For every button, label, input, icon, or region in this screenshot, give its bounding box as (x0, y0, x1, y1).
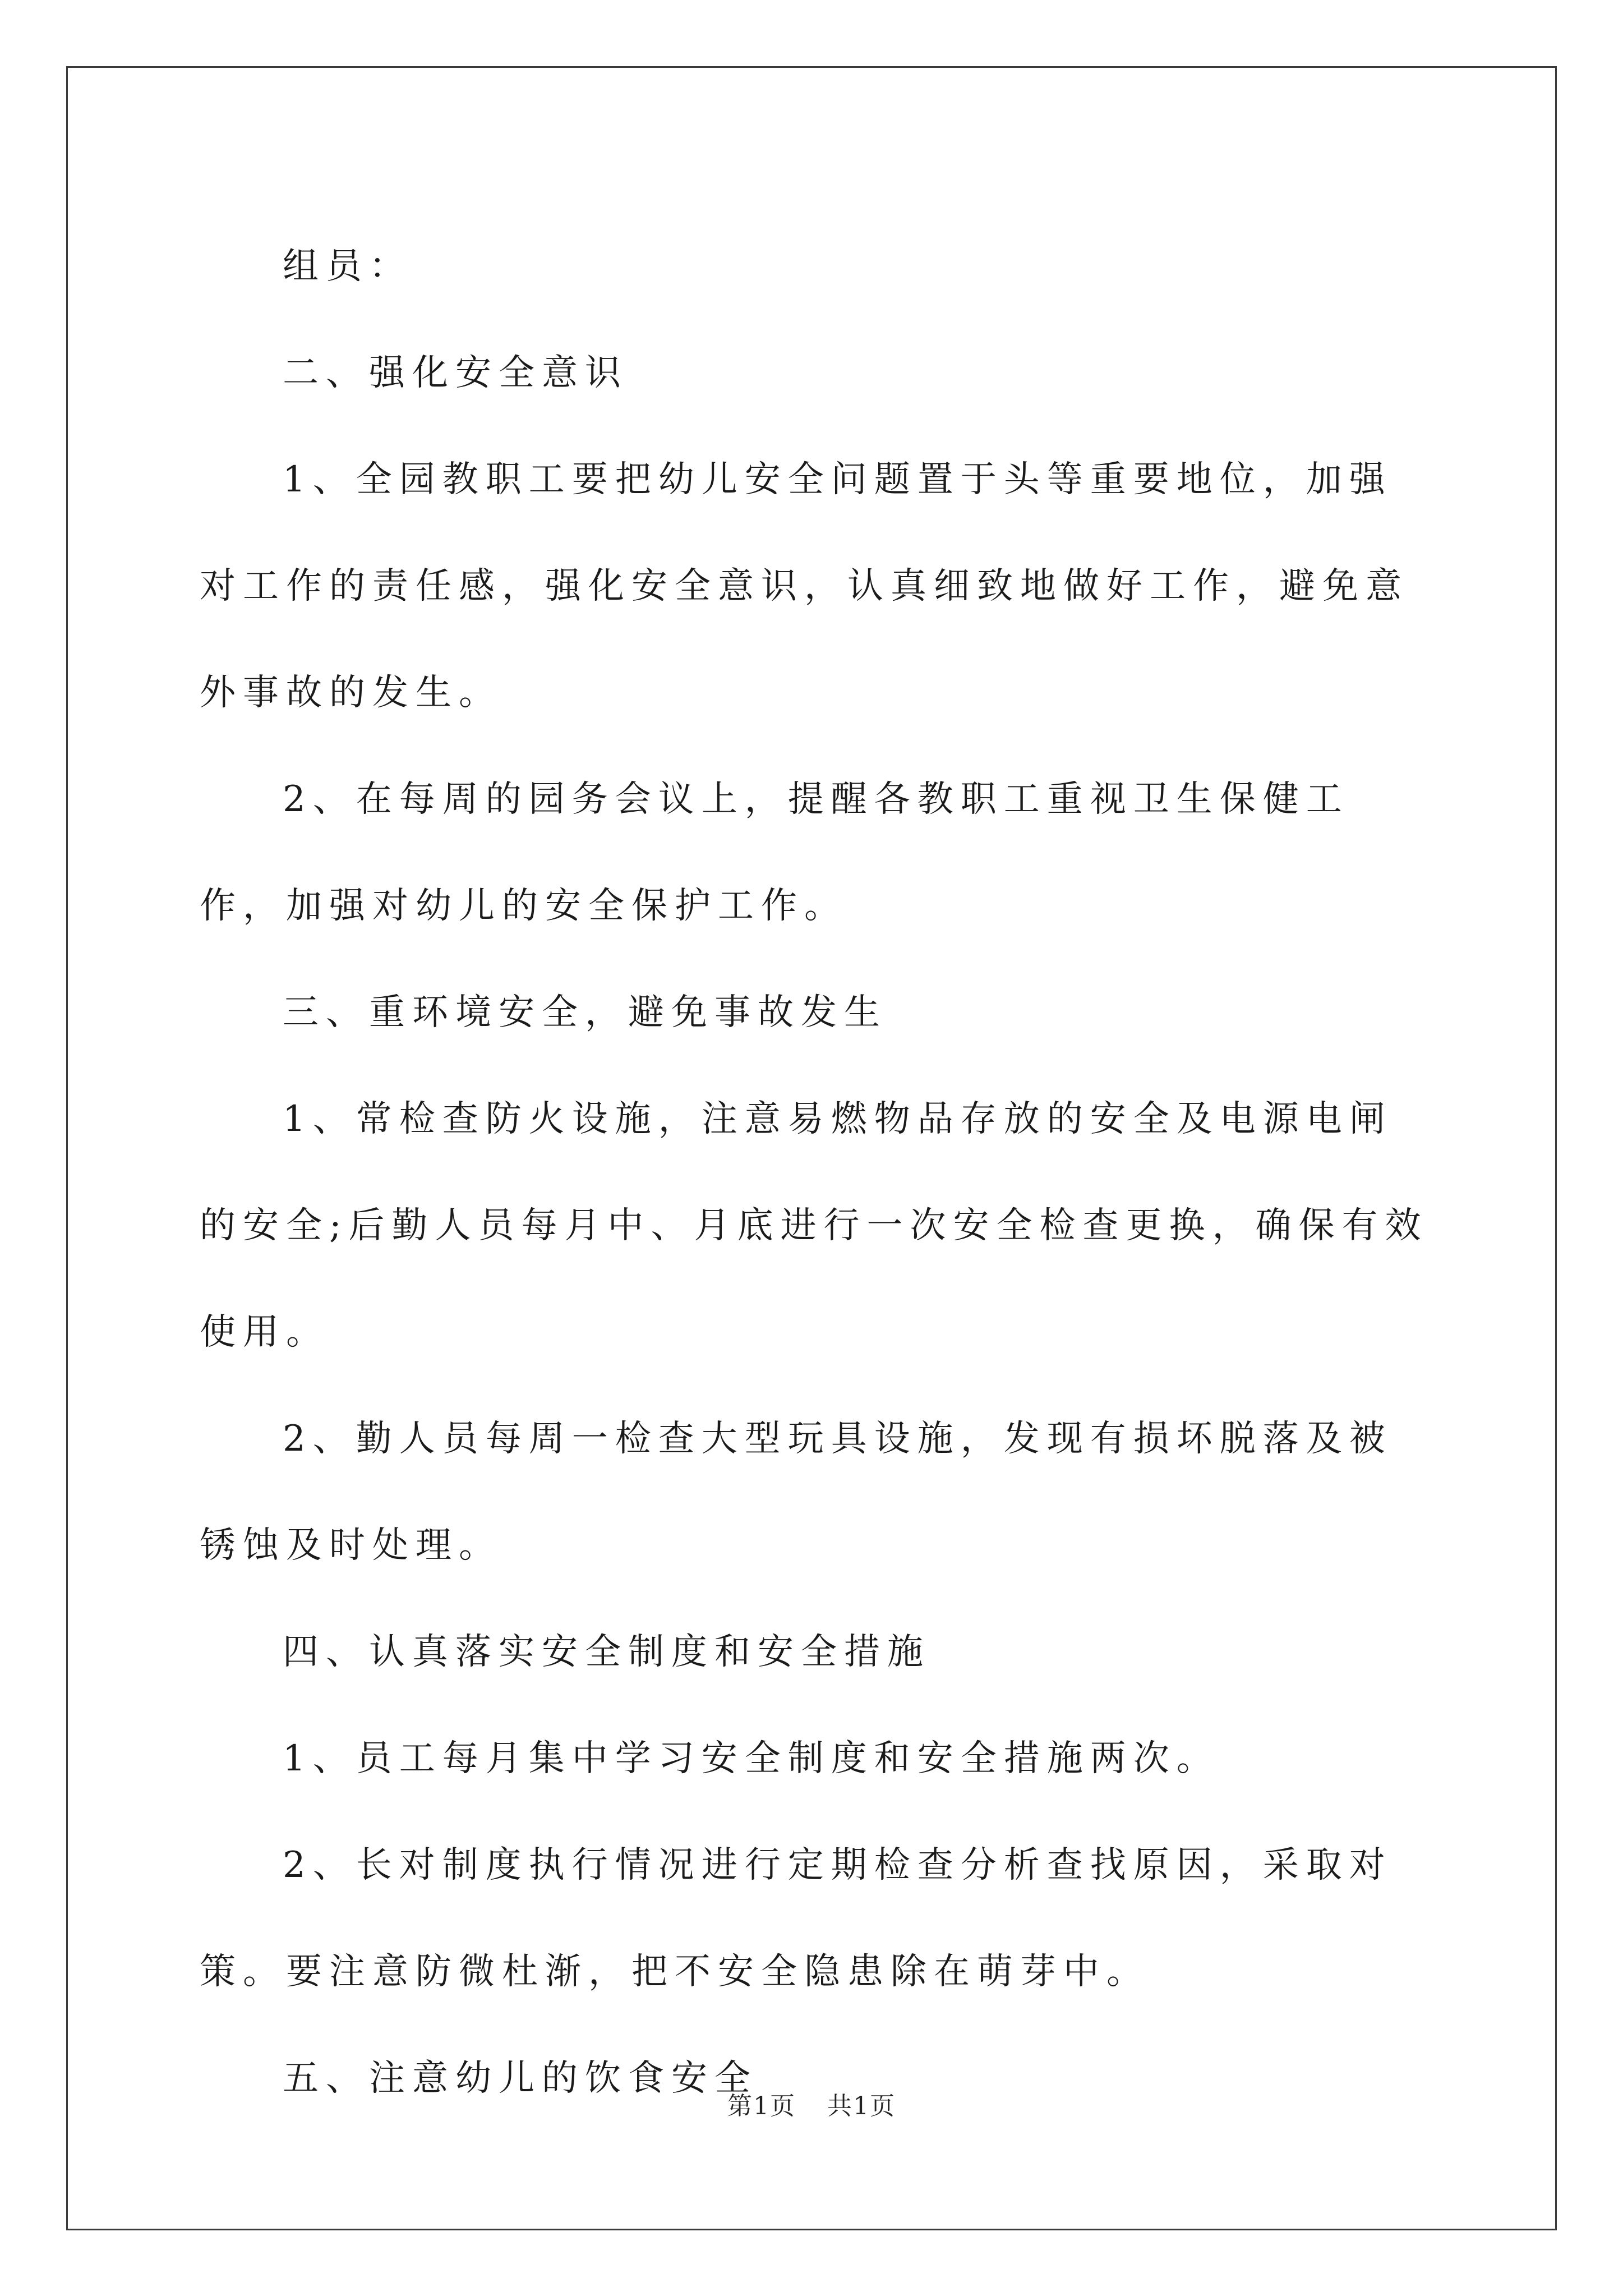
paragraph-3-1: 1、常检查防火设施，注意易燃物品存放的安全及电源电闸的安全;后勤人员每月中、月底进行一次安全检查更换，确保有效使用。 (200, 1098, 1428, 1353)
heading-section-5: 五、注意幼儿的饮食安全 (283, 2058, 758, 2099)
heading-section-4: 四、认真落实安全制度和安全措施 (283, 1631, 930, 1673)
heading-section-3: 三、重环境安全，避免事故发生 (283, 992, 887, 1033)
page-total: 共1页 (827, 2092, 896, 2120)
page-number: 第1页 (727, 2092, 796, 2120)
paragraph-2-2: 2、在每周的园务会议上，提醒各教职工重视卫生保健工作，加强对幼儿的安全保护工作。 (200, 779, 1349, 927)
page-footer (0, 2086, 1623, 2122)
document-body (200, 213, 1431, 2132)
heading-section-2: 二、强化安全意识 (283, 352, 628, 394)
paragraph-members: 组员： (283, 246, 412, 287)
paragraph-2-1: 1、全园教职工要把幼儿安全问题置于头等重要地位，加强对工作的责任感，强化安全意识，认真细致地做好工作，避免意外事故的发生。 (200, 459, 1409, 714)
paragraph-3-2: 2、勤人员每周一检查大型玩具设施，发现有损坏脱落及被锈蚀及时处理。 (200, 1418, 1393, 1566)
paragraph-4-2: 2、长对制度执行情况进行定期检查分析查找原因，采取对策。要注意防微杜渐，把不安全隐患除在萌芽中。 (200, 1844, 1393, 1993)
paragraph-4-1: 1、员工每月集中学习安全制度和安全措施两次。 (283, 1738, 1220, 1779)
